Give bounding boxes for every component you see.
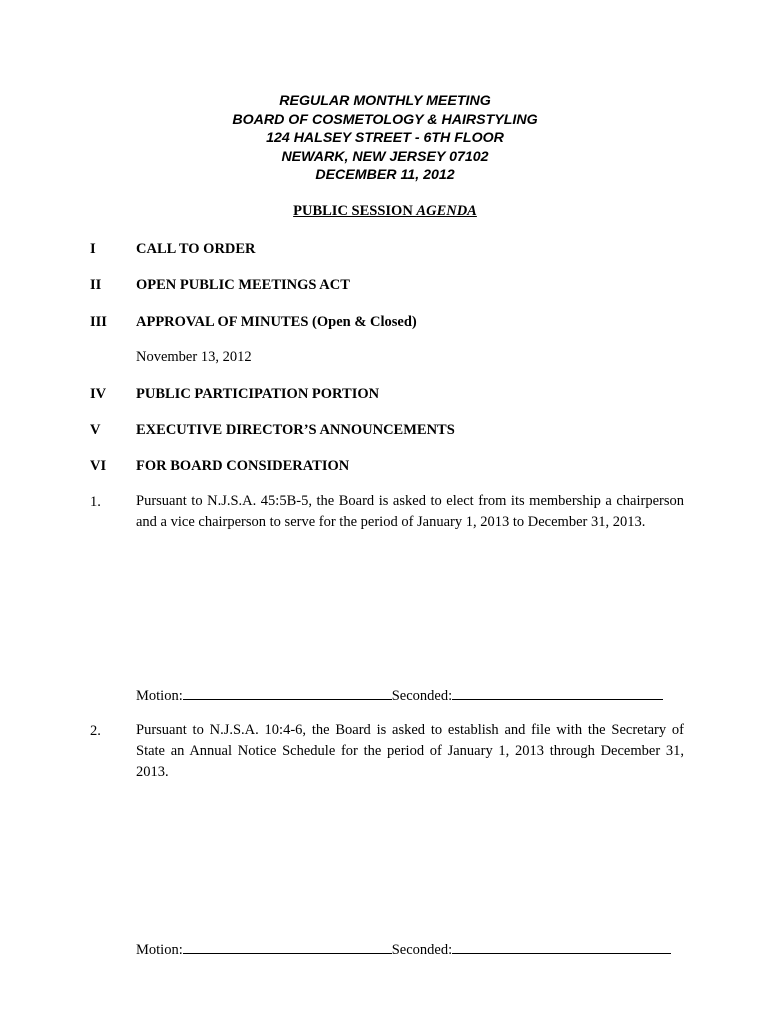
meeting-header xyxy=(0,92,770,185)
minutes-date: November 13, 2012 xyxy=(136,349,252,365)
agenda-item-open-public-meetings-act: OPEN PUBLIC MEETINGS ACT xyxy=(136,277,350,293)
consideration-number-1: 1. xyxy=(90,494,101,510)
public-session-agenda-title xyxy=(0,203,770,220)
agenda-number-5: V xyxy=(90,422,101,438)
agenda-item-for-board-consideration: FOR BOARD CONSIDERATION xyxy=(136,458,350,474)
agenda-number-6: VI xyxy=(90,458,107,474)
agenda-item-executive-director-announcements: EXECUTIVE DIRECTOR’S ANNOUNCEMENTS xyxy=(136,422,455,438)
agenda-item-public-participation: PUBLIC PARTICIPATION PORTION xyxy=(136,386,380,402)
consideration-text-1: Pursuant to N.J.S.A. 45:5B-5, the Board is asked to elect from its membership a chairperson and a vice chairperson to serve for the period of January 1, 2013 to December 31, 2013. xyxy=(136,493,684,530)
header-date: DECEMBER 11, 2012 xyxy=(315,167,455,184)
agenda-number-3: III xyxy=(90,314,107,330)
agenda-number-4: IV xyxy=(90,386,107,402)
seconded-label: Seconded: xyxy=(391,942,453,958)
agenda-item-call-to-order: CALL TO ORDER xyxy=(136,241,256,257)
motion-label: Motion: xyxy=(136,942,183,958)
agenda-item-approval-of-minutes: APPROVAL OF MINUTES (Open & Closed) xyxy=(136,314,417,330)
motion-row-2 xyxy=(136,941,671,959)
session-title-italic: AGENDA xyxy=(416,203,477,219)
header-street-address: 124 HALSEY STREET - 6TH FLOOR xyxy=(266,130,504,147)
motion-label: Motion: xyxy=(136,688,183,704)
consideration-text-2: Pursuant to N.J.S.A. 10:4-6, the Board is asked to establish and file with the Secretary of State an Annual Notice Schedule for the period of January 1, 2013 through December 31, 2013. xyxy=(136,722,684,780)
agenda-number-1: I xyxy=(90,241,96,257)
seconded-label: Seconded: xyxy=(391,688,453,704)
header-board-name: BOARD OF COSMETOLOGY & HAIRSTYLING xyxy=(232,111,538,128)
motion-row-1 xyxy=(136,687,663,705)
motion-blank-line xyxy=(183,687,392,700)
header-city-state: NEWARK, NEW JERSEY 07102 xyxy=(281,148,489,165)
header-meeting-type: REGULAR MONTHLY MEETING xyxy=(279,93,491,109)
seconded-blank-line xyxy=(452,941,671,954)
seconded-blank-line xyxy=(452,687,663,700)
consideration-number-2: 2. xyxy=(90,723,101,739)
motion-blank-line xyxy=(183,941,392,954)
agenda-number-2: II xyxy=(90,277,102,293)
session-title-plain: PUBLIC SESSION xyxy=(293,203,417,219)
